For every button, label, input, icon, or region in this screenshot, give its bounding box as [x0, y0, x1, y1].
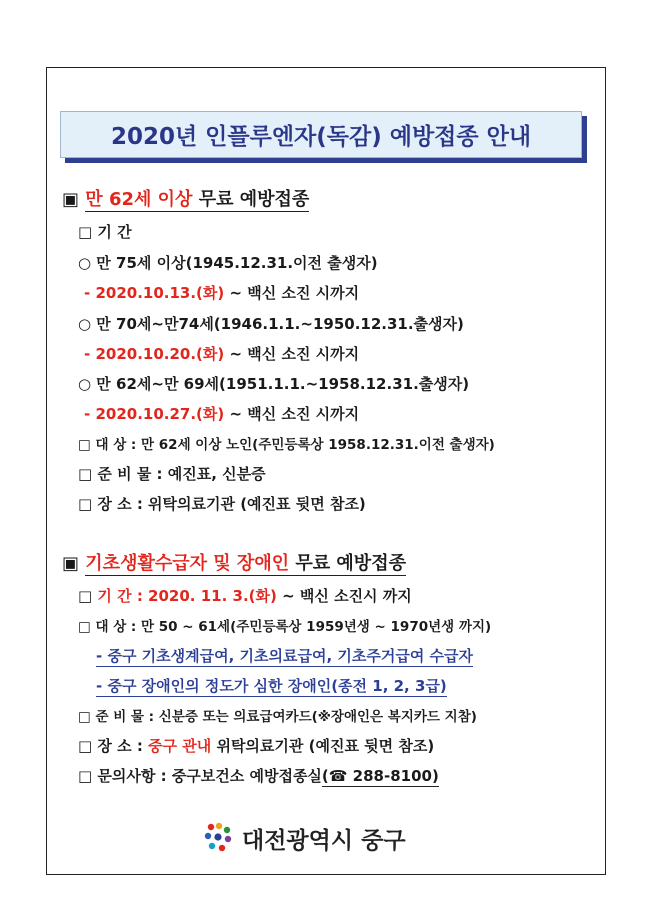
s2-target: □ 대 상 : 만 50 ~ 61세(주민등록상 1959년생 ~ 1970년생 까지) — [78, 619, 492, 635]
s1-group3-date: - 2020.10.27.(화) — [84, 405, 225, 423]
s1-group1-date: - 2020.10.13.(화) — [84, 284, 225, 302]
s2-period — [78, 585, 412, 606]
s1-group2-period — [84, 343, 359, 364]
s2-place — [78, 735, 434, 756]
s2-period-box: □ — [78, 587, 98, 605]
s1-group1-period — [84, 282, 359, 303]
s1-group1: ○ 만 75세 이상(1945.12.31.이전 출생자) — [78, 254, 378, 272]
section2-heading — [62, 549, 406, 575]
section2-bullet: ▣ — [62, 553, 80, 574]
section1-bullet: ▣ — [62, 189, 80, 210]
section2-title — [85, 553, 406, 576]
section2-title-red: 기초생활수급자 및 장애인 — [85, 553, 290, 574]
s2-inquiry-a: □ 문의사항 : 중구보건소 예방접종실 — [78, 767, 322, 785]
s1-period-label: □ 기 간 — [78, 223, 132, 241]
s1-group3-rest: ~ 백신 소진 시까지 — [224, 405, 360, 423]
s1-group2-rest: ~ 백신 소진 시까지 — [224, 345, 360, 363]
s1-group2-date: - 2020.10.20.(화) — [84, 345, 225, 363]
s2-place-b: 위탁의료기관 (예진표 뒷면 참조) — [211, 737, 435, 755]
section1-heading — [62, 185, 309, 211]
s2-inquiry — [78, 765, 439, 786]
s2-period-date: 기 간 : 2020. 11. 3.(화) — [97, 587, 277, 605]
s1-group1-rest: ~ 백신 소진 시까지 — [224, 284, 360, 302]
page-title — [60, 111, 582, 158]
s1-group2: ○ 만 70세~만74세(1946.1.1.~1950.12.31.출생자) — [78, 315, 464, 333]
section1-title-rest: 무료 예방접종 — [192, 189, 310, 210]
s2-period-rest: ~ 백신 소진시 까지 — [276, 587, 412, 605]
s2-sub2-text: - 중구 장애인의 정도가 심한 장애인(종전 1, 2, 3급) — [96, 677, 447, 695]
s2-sub1 — [96, 645, 473, 666]
s2-place-red: 중구 관내 — [148, 737, 212, 755]
s2-sub2 — [96, 675, 447, 696]
s1-prep: □ 준 비 물 : 예진표, 신분증 — [78, 465, 266, 483]
s1-place: □ 장 소 : 위탁의료기관 (예진표 뒷면 참조) — [78, 495, 366, 513]
s1-group3-period — [84, 403, 359, 424]
s1-target: □ 대 상 : 만 62세 이상 노인(주민등록상 1958.12.31.이전 출생자) — [78, 437, 495, 453]
section2-title-rest: 무료 예방접종 — [289, 553, 406, 574]
s2-place-a: □ 장 소 : — [78, 737, 149, 755]
s2-sub1-text: - 중구 기초생계급여, 기초의료급여, 기초주거급여 수급자 — [96, 647, 474, 665]
jung-gu-logo-icon — [203, 822, 233, 852]
s2-prep: □ 준 비 물 : 신분증 또는 의료급여카드(※장애인은 복지카드 지참) — [78, 709, 477, 725]
s1-group3: ○ 만 62세~만 69세(1951.1.1.~1958.12.31.출생자) — [78, 375, 470, 393]
s2-inquiry-phone: (☎ 288-8100) — [321, 767, 439, 785]
footer-org-name: 대전광역시 중구 — [242, 828, 406, 854]
section1-title-red: 만 62세 이상 — [85, 189, 193, 210]
section1-title — [85, 189, 309, 212]
page-title-text: 2020년 인플루엔자(독감) 예방접종 안내 — [110, 124, 532, 150]
